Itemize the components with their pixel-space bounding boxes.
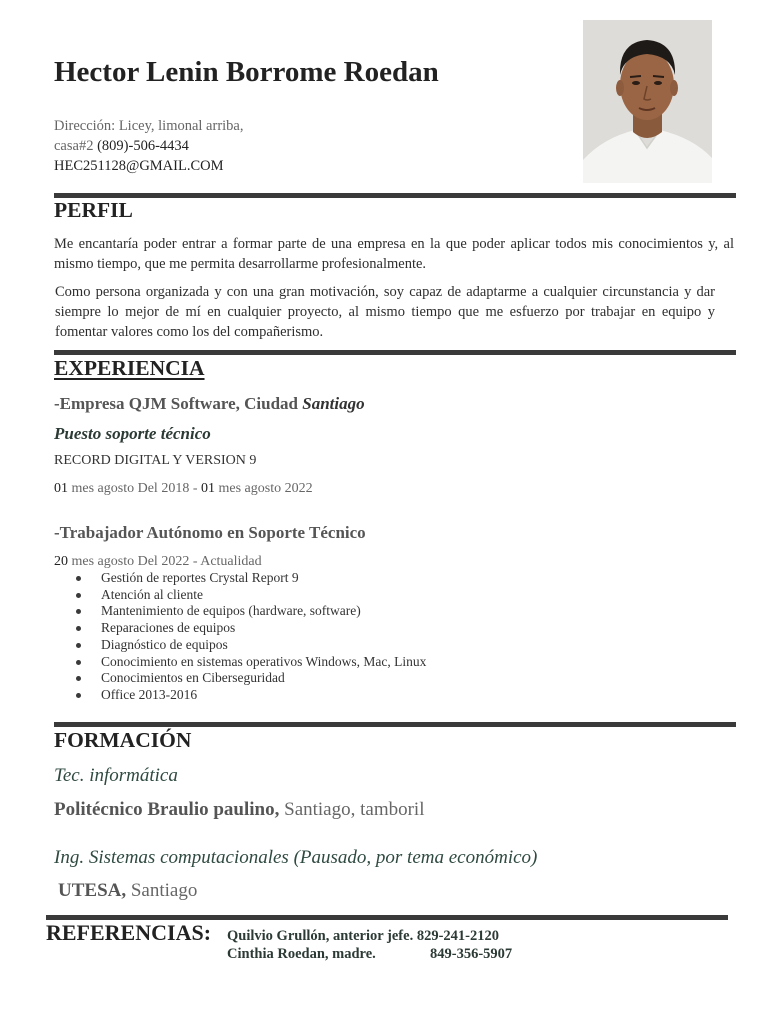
school-1 (54, 799, 425, 821)
job-2-start-text: mes agosto Del 2022 - Actualidad (68, 554, 262, 569)
school-1-name: Politécnico Braulio paulino, (54, 799, 280, 820)
job-1-detail: RECORD DIGITAL Y VERSION 9 (54, 453, 257, 468)
degree-1: Tec. informática (54, 765, 178, 786)
list-item: Mantenimiento de equipos (hardware, software) (76, 603, 426, 620)
address-line: Dirección: Licey, limonal arriba, (54, 118, 244, 134)
list-item: Gestión de reportes Crystal Report 9 (76, 570, 426, 587)
email-address: HEC251128@GMAIL.COM (54, 158, 224, 174)
perfil-paragraph-1: Me encantaría poder entrar a formar parte de una empresa en la que poder aplicar todos mis conocimientos y, al mismo tiempo, que me permita desarrollarme profesionalmente. (54, 236, 734, 272)
degree-2: Ing. Sistemas computacionales (Pausado, por tema económico) (54, 847, 538, 868)
job-1-role: Puesto soporte técnico (54, 424, 211, 443)
list-item: Office 2013-2016 (76, 687, 426, 704)
list-item: Diagnóstico de equipos (76, 637, 426, 654)
job-1-end-text: mes agosto 2022 (214, 481, 313, 496)
job-1-company (54, 394, 365, 414)
reference-1-name: Quilvio Grullón, anterior jefe. (227, 928, 414, 944)
section-title-referencias: REFERENCIAS: (46, 920, 212, 945)
profile-photo-illustration (583, 20, 712, 183)
school-2 (58, 880, 197, 902)
job-1-city: Santiago (302, 394, 365, 413)
list-item: Conocimientos en Ciberseguridad (76, 670, 426, 687)
job-1-company-name: -Empresa QJM Software, Ciudad (54, 394, 298, 413)
school-2-place: Santiago (126, 880, 198, 901)
list-item: Conocimiento en sistemas operativos Windows, Mac, Linux (76, 654, 426, 671)
phone-number: (809)-506-4434 (97, 138, 189, 154)
section-title-experiencia: EXPERIENCIA (54, 356, 205, 380)
divider (54, 722, 736, 727)
reference-2-name: Cinthia Roedan, madre. (227, 946, 376, 962)
list-item: Atención al cliente (76, 587, 426, 604)
reference-2-phone: 849-356-5907 (430, 946, 513, 962)
job-1-dates (54, 481, 313, 497)
candidate-name: Hector Lenin Borrome Roedan (54, 56, 439, 88)
divider (54, 193, 736, 198)
job-2-company: -Trabajador Autónomo en Soporte Técnico (54, 523, 366, 542)
address-house: casa#2 (54, 138, 94, 154)
job-1-start-day: 01 (54, 481, 68, 496)
job-1-end-day: 01 (200, 481, 215, 496)
skills-list (76, 570, 426, 704)
divider (54, 350, 736, 355)
phone-line (54, 136, 244, 156)
reference-1 (227, 928, 499, 945)
section-title-formacion: FORMACIÓN (54, 728, 192, 752)
job-2-dates (54, 554, 262, 570)
section-title-perfil: PERFIL (54, 198, 133, 222)
job-2-start-day: 20 (54, 554, 68, 569)
reference-2 (227, 946, 512, 963)
school-2-name: UTESA, (58, 880, 127, 901)
contact-block (54, 116, 244, 176)
job-1-start-text: mes agosto Del 2018 - (68, 481, 201, 496)
list-item: Reparaciones de equipos (76, 620, 426, 637)
perfil-paragraph-2: Como persona organizada y con una gran motivación, soy capaz de adaptarme a cualquier circunstancia y dar siempre lo mejor de mí en cualquier proyecto, al mismo tiempo que me esfuerzo por trabajar en equipo y fomentar valores como los del compañerismo. (55, 284, 715, 340)
school-1-place: Santiago, tamboril (279, 799, 425, 820)
profile-photo (583, 20, 712, 183)
reference-1-phone: 829-241-2120 (416, 928, 499, 944)
